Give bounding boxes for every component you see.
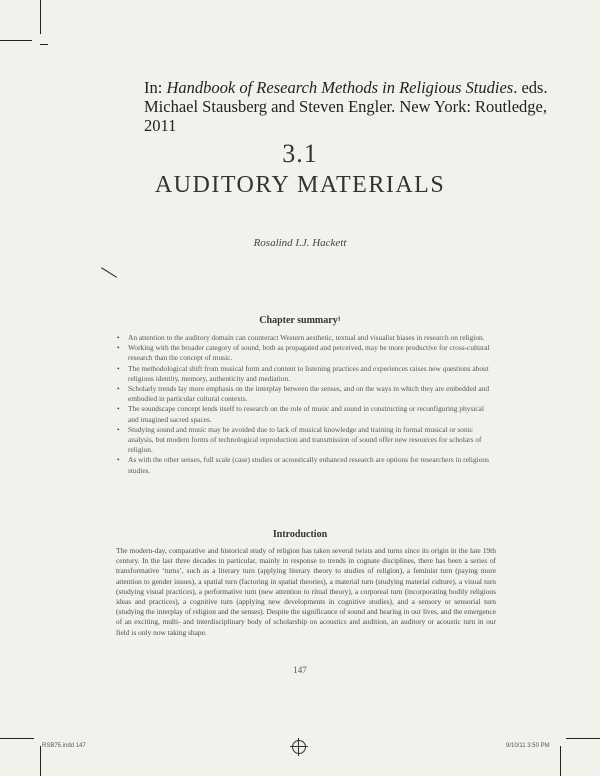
crop-mark [560,746,561,776]
summary-item: • Working with the broader category of sound, both as propagated and perceived, may be more productive for cross-cultural research than the concept of music. [116,343,496,363]
summary-heading: Chapter summary¹ [259,315,341,326]
citation-book-title: Handbook of Research Methods in Religious Studies [166,78,514,97]
footer-file-label: RSB75.indd 147 [42,743,86,749]
page-number: 147 [293,665,307,675]
summary-item: • Studying sound and music may be avoided due to lack of musical knowledge and training in formal musical or sonic analysis, but modern forms of technological reproduction and transmission of sound offer new resources for scholars of religion. [116,425,496,456]
crop-mark [40,0,41,34]
crop-mark [0,738,34,739]
crop-mark [40,44,48,45]
summary-item: • The soundscape concept lends itself to research on the role of music and sound in constructing or reconfiguring physical and imagined sacred spaces. [116,404,496,424]
citation-prefix: In: [144,78,167,97]
chapter-title: AUDITORY MATERIALS [154,172,446,198]
introduction-paragraph: The modern-day, comparative and historical study of religion has taken several twists and turns since its origin in the late 19th century. In the last three decades in particular, mainly in response to trends in cognate disciplines, there has been a series of transformative ‘turns’, such as a literary turn (applying literary theory to studies of religion), a feminist turn (paying more attention to gender issues), a spatial turn (factoring in spatial theories), a material turn (studying material culture), a visual turn (studying visual practices), a performative turn (new attention to ritual theory), a corporeal turn (incorporating bodily religious ideas and practices), a cognitive turn (applying new developments in cognitive studies), and a sensory or sensorial turn (studying the interplay of religion and the senses). Despite the significance of sound and hearing in our lives, and the emergence of an exciting, multi- and interdisciplinary body of scholarship on acoustics and audition, an auditory or acoustic turn in our field is only now taking shape. [116,546,496,637]
summary-item: • As with the other senses, full scale (case) studies or acoustically enhanced research are options for researchers in religious studies. [116,455,496,475]
introduction-heading: Introduction [272,529,328,540]
scan-artifact [101,267,117,277]
crop-mark [0,40,32,41]
registration-mark-icon [292,740,306,754]
citation-details: . eds. Michael Stausberg and Steven Engler. New York: Routledge, 2011 [144,78,548,135]
summary-item: • The methodological shift from musical form and content to listening practices and experiences raises new questions about religious identity, memory, authenticity and mediation. [116,364,496,384]
chapter-author: Rosalind I.J. Hackett [253,237,347,249]
footer-timestamp: 9/10/11 3:50 PM [506,743,550,749]
summary-item: • An attention to the auditory domain can counteract Western aesthetic, textual and visualist biases in research on religion. [116,333,496,343]
crop-mark [566,738,600,739]
chapter-number: 3.1 [282,139,318,168]
crop-mark [40,746,41,776]
summary-list [116,333,496,476]
summary-item: • Scholarly trends lay more emphasis on the interplay between the senses, and on the ways in which they are embedded and embodied in particular cultural contexts. [116,384,496,404]
citation [144,78,564,135]
